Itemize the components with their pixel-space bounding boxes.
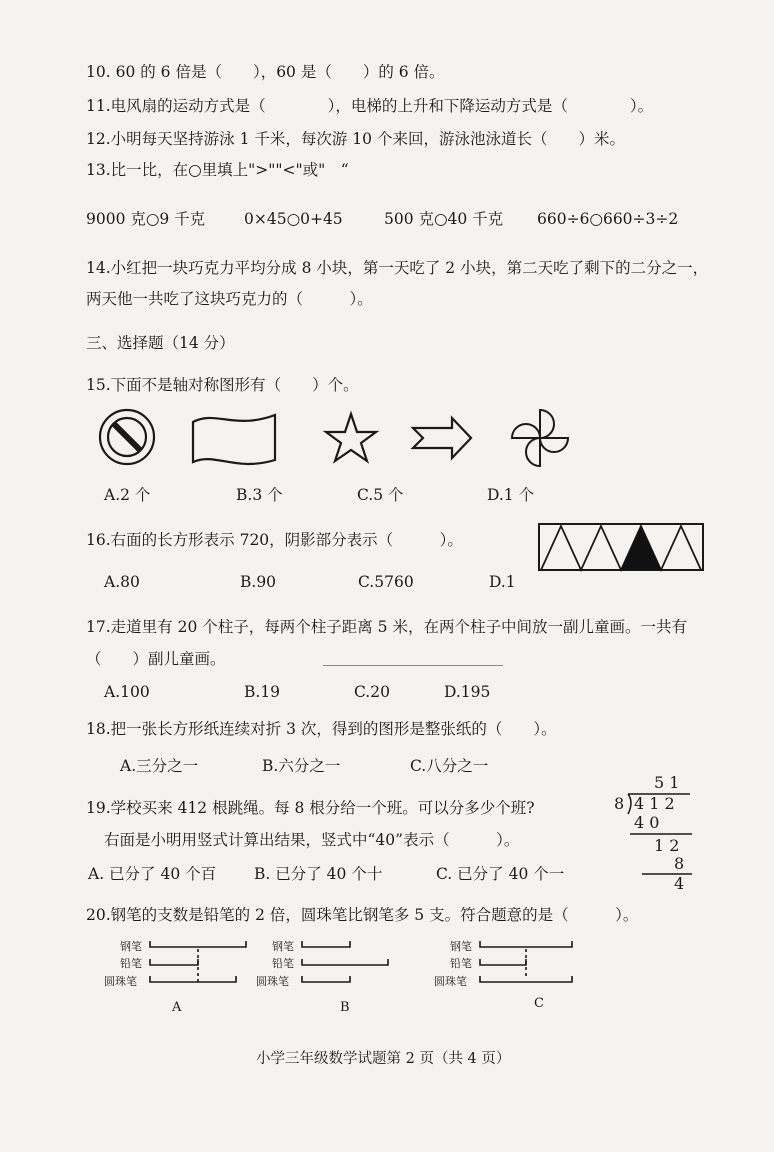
question-17-line-1: 17.走道里有 20 个柱子，每两个柱子距离 5 米，在两个柱子中间放一副儿童画。一共有 [86, 618, 687, 636]
division-step-1: 4 0 [634, 813, 660, 832]
diagram-b-label-ballpen: 圆珠笔 [256, 975, 289, 988]
diagram-a-label-pen: 钢笔 [120, 940, 142, 953]
diagram-a [104, 939, 246, 1015]
stray-line [323, 665, 503, 666]
question-15: 15.下面不是轴对称图形有（ ）个。 [86, 376, 359, 394]
q15-option-c: C.5 个 [357, 486, 404, 504]
q13-item-4: 660÷6○660÷3÷2 [537, 210, 679, 228]
pinwheel-shape [512, 410, 568, 466]
q15-option-d: D.1 个 [487, 486, 535, 504]
q18-option-b: B.六分之一 [262, 757, 341, 775]
q16-option-d: D.1 [489, 573, 516, 591]
flag-shape [193, 415, 275, 464]
q15-shapes-figure [80, 400, 600, 475]
question-19-line-1: 19.学校买来 412 根跳绳。每 8 根分给一个班。可以分多少个班? [86, 799, 535, 817]
q17-option-c: C.20 [354, 683, 390, 701]
question-11: 11.电风扇的运动方式是（ ），电梯的上升和下降运动方式是（ ）。 [86, 97, 654, 115]
diagram-c-label-ballpen: 圆珠笔 [434, 975, 467, 988]
diagram-a-label-ballpen: 圆珠笔 [104, 975, 137, 988]
question-18: 18.把一张长方形纸连续对折 3 次，得到的图形是整张纸的（ ）。 [86, 720, 557, 738]
q19-option-a: A. 已分了 40 个百 [88, 865, 217, 883]
q19-option-c: C. 已分了 40 个一 [436, 865, 565, 883]
diagram-c-label-pen: 钢笔 [450, 940, 472, 953]
q17-option-d: D.195 [444, 683, 491, 701]
diagram-c-option: C [534, 996, 544, 1011]
q15-option-a: A.2 个 [104, 486, 151, 504]
prohibition-sign-shape [100, 410, 154, 464]
q15-option-b: B.3 个 [236, 486, 283, 504]
q17-option-b: B.19 [244, 683, 281, 701]
question-10: 10. 60 的 6 倍是（ ），60 是（ ）的 6 倍。 [86, 63, 445, 81]
q19-option-b: B. 已分了 40 个十 [254, 865, 383, 883]
division-quotient: 5 1 [654, 773, 680, 792]
q18-option-c: C.八分之一 [410, 757, 489, 775]
q13-item-1: 9000 克○9 千克 [86, 210, 206, 228]
q16-option-c: C.5760 [358, 573, 414, 591]
diagram-b-label-pencil: 铅笔 [272, 957, 294, 970]
question-17-line-2: （ ）副儿童画。 [86, 650, 226, 668]
division-step-3: 8 [674, 854, 685, 873]
q18-option-a: A.三分之一 [120, 757, 199, 775]
division-remainder: 4 [674, 874, 685, 892]
q16-option-a: A.80 [104, 573, 140, 591]
diagram-b-label-pen: 钢笔 [272, 940, 294, 953]
division-step-2: 1 2 [654, 836, 680, 855]
q20-bar-diagrams [96, 935, 596, 1020]
shaded-triangle [621, 526, 661, 570]
long-division-figure [608, 772, 698, 892]
diagram-b-option: B [340, 1000, 350, 1015]
question-14-line-1: 14.小红把一块巧克力平均分成 8 小块，第一天吃了 2 小块，第二天吃了剩下的二分之一， [86, 259, 709, 277]
diagram-c-label-pencil: 铅笔 [450, 957, 472, 970]
question-14-line-2: 两天他一共吃了这块巧克力的（ ）。 [86, 290, 373, 308]
question-12: 12.小明每天坚持游泳 1 千米，每次游 10 个来回，游泳池泳道长（ ）米。 [86, 130, 625, 148]
question-20: 20.钢笔的支数是铅笔的 2 倍，圆珠笔比钢笔多 5 支。符合题意的是（ ）。 [86, 906, 639, 924]
q16-option-b: B.90 [240, 573, 277, 591]
section-heading: 三、选择题（14 分） [86, 334, 235, 352]
arrow-shape [413, 418, 471, 458]
question-16: 16.右面的长方形表示 720，阴影部分表示（ ）。 [86, 531, 463, 549]
q17-option-a: A.100 [104, 683, 150, 701]
diagram-b [256, 939, 388, 1015]
question-13: 13.比一比，在○里填上">""<"或" “ [86, 161, 349, 179]
diagram-a-option: A [172, 1000, 182, 1015]
q16-rectangle-figure [538, 523, 706, 573]
division-dividend: 4 1 2 [634, 794, 675, 813]
page-footer: 小学三年级数学试题第 2 页（共 4 页） [256, 1051, 511, 1067]
star-shape [326, 414, 376, 461]
division-divisor: 8 [614, 794, 625, 813]
q13-item-2: 0×45○0+45 [244, 210, 343, 228]
q13-item-3: 500 克○40 千克 [384, 210, 504, 228]
diagram-a-label-pencil: 铅笔 [120, 957, 142, 970]
question-19-line-2: 右面是小明用竖式计算出结果，竖式中“40”表示（ ）。 [104, 831, 520, 849]
diagram-c [434, 939, 572, 1011]
